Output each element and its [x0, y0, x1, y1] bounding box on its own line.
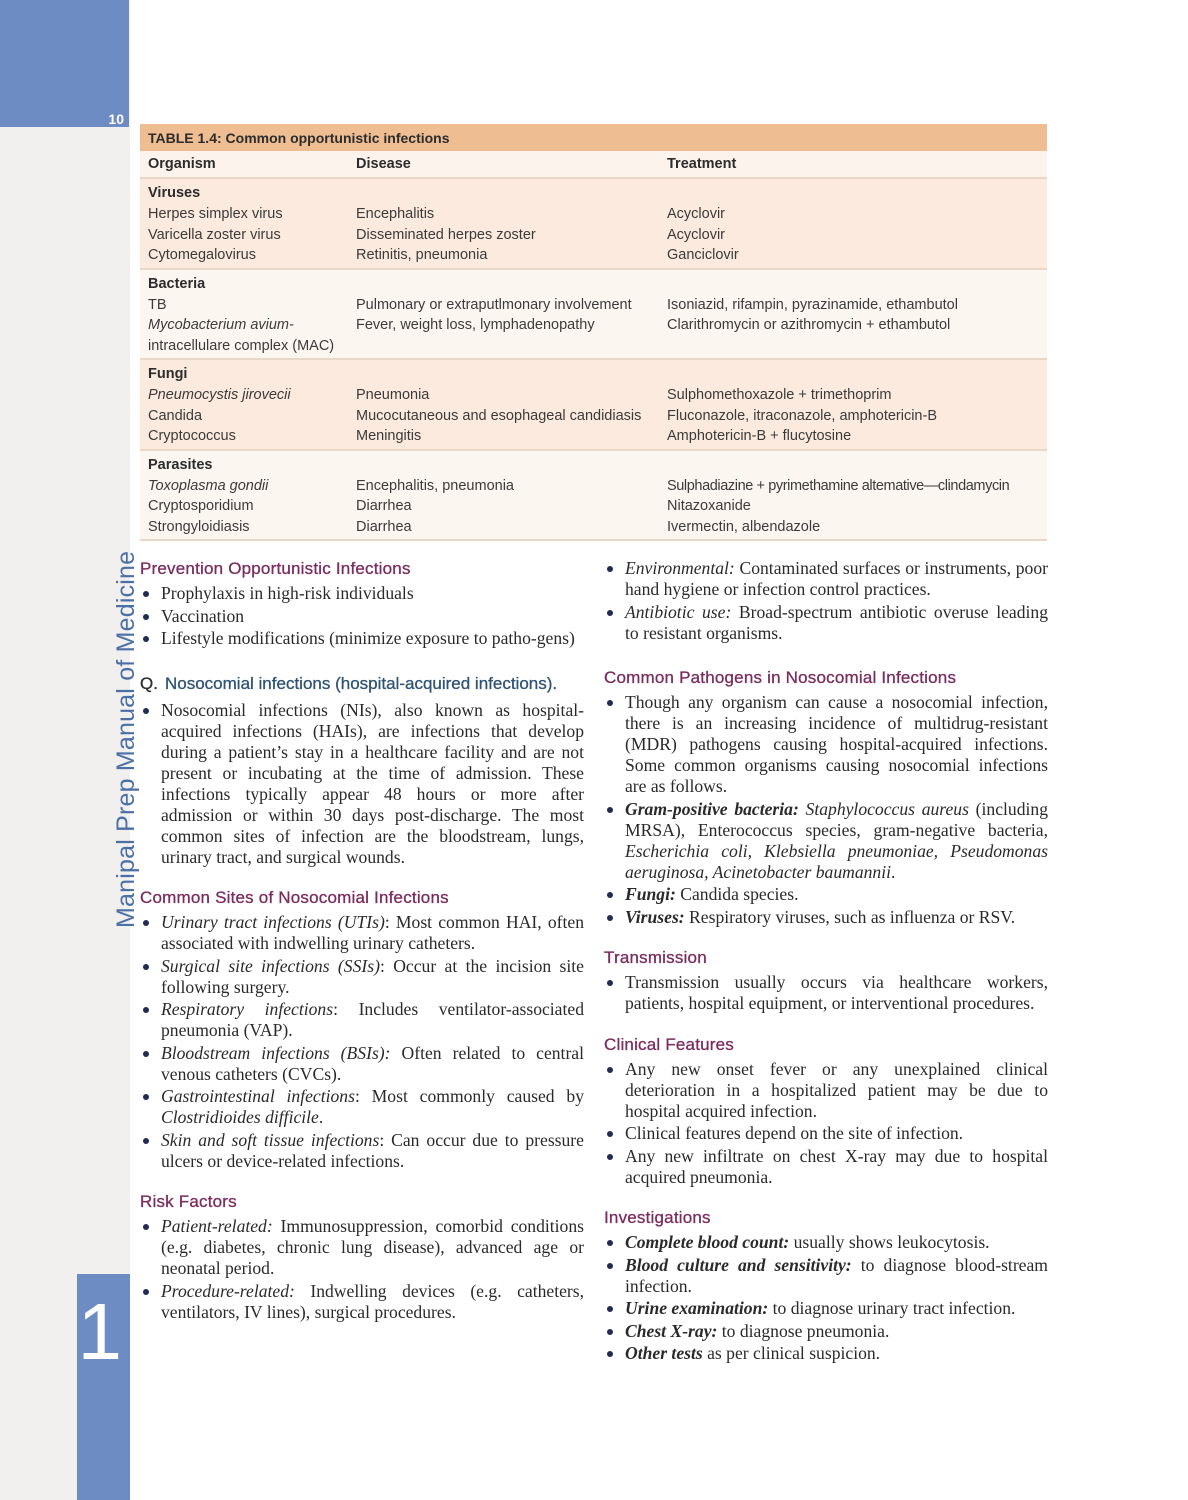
header-organism: Organism: [148, 156, 216, 172]
term: Fungi:: [625, 884, 676, 904]
term: Viruses:: [625, 906, 685, 927]
cell-organism: Varicella zoster virus: [148, 226, 281, 243]
section-heading-risk-factors: Risk Factors: [140, 1192, 237, 1211]
cell-disease: Diarrhea: [356, 518, 412, 535]
cell-organism: Pneumocystis jirovecii: [148, 387, 291, 403]
description: Indwelling devices (e.g. catheters, ventilators, IV lines), surgical procedures.: [161, 1280, 584, 1322]
cell-disease: Encephalitis, pneumonia: [356, 477, 514, 494]
question-mark-label: Q.: [140, 673, 158, 693]
list-item: Lifestyle modifications (minimize exposure to patho-gens): [140, 628, 584, 649]
term: Procedure-related:: [161, 1280, 295, 1301]
section-heading-sites: Common Sites of Nosocomial Infections: [140, 888, 449, 907]
description: Immunosuppression, comorbid conditions (e.g. diabetes, chronic lung disease), advanced age or neonatal period.: [161, 1216, 584, 1278]
table-caption: TABLE 1.4: Common opportunistic infections: [140, 124, 1047, 151]
list-item: [140, 1130, 584, 1172]
cell-disease: Diarrhea: [356, 498, 412, 514]
list-item: [140, 956, 584, 998]
description: to diagnose pneumonia.: [717, 1320, 890, 1341]
investigations-list: [604, 1232, 1048, 1364]
list-item: [604, 1232, 1048, 1253]
table-row: [140, 385, 1047, 406]
list-item: [604, 602, 1048, 644]
list-item: [140, 912, 584, 954]
cell-treatment: Amphotericin-B + flucytosine: [667, 428, 852, 444]
cell-disease: Retinitis, pneumonia: [356, 247, 488, 263]
cell-organism: Cryptococcus: [148, 428, 236, 444]
left-column: [140, 558, 584, 1324]
description: to diagnose blood-stream infection.: [625, 1254, 1048, 1296]
list-item: [604, 1298, 1048, 1319]
cell-organism: Cytomegalovirus: [148, 247, 256, 263]
list-item: [604, 1255, 1048, 1297]
cell-treatment: Ivermectin, albendazole: [667, 518, 821, 535]
page-number: 10: [108, 111, 124, 127]
description: : Occur at the incision site following surgery.: [161, 955, 584, 997]
table-row: [140, 517, 1047, 538]
clinical-list: [604, 1059, 1048, 1188]
term: Skin and soft tissue infections: [161, 1129, 380, 1150]
cell-treatment: Acyclovir: [667, 206, 726, 222]
prevention-list: [140, 583, 584, 649]
table-row: [140, 315, 1047, 356]
transmission-list: [604, 972, 1048, 1014]
cell-organism: TB: [148, 296, 167, 313]
group-label: Bacteria: [148, 275, 206, 292]
sites-list: [140, 912, 584, 1172]
cell-disease: Pneumonia: [356, 387, 430, 403]
term: Patient-related:: [161, 1216, 273, 1236]
question-answer-list: [140, 700, 584, 868]
page-number-tab: [0, 0, 129, 127]
organism-name: Staphylococcus aureus: [805, 798, 969, 819]
table-header-row: [140, 151, 1047, 179]
table-row: [140, 245, 1047, 266]
section-heading-investigations: Investigations: [604, 1208, 711, 1227]
cell-organism: Cryptosporidium: [148, 498, 254, 514]
table-group-parasites: [140, 451, 1047, 542]
punctuation: .: [318, 1107, 324, 1127]
description: Broad-spectrum antibiotic overuse leading to resistant organisms.: [625, 601, 1048, 643]
punctuation: .: [891, 861, 896, 882]
list-item: [604, 558, 1048, 600]
cell-disease: Encephalitis: [356, 206, 435, 222]
description: as per clinical suspicion.: [702, 1343, 881, 1363]
description: Contaminated surfaces or instruments, poor hand hygiene or infection control practices.: [625, 558, 1048, 599]
description: : Most common HAI, often associated with indwelling urinary catheters.: [161, 912, 585, 953]
list-item: Though any organism can cause a nosocomial infection, there is an increasing incidence of multidrug-resistant (MDR) pathogens causing hospital-acquired infections. Some common organisms causing nosocomial infections are as follows.: [604, 692, 1048, 797]
question-heading: [140, 673, 584, 694]
section-heading-prevention: Prevention Opportunistic Infections: [140, 559, 411, 578]
table-row: [140, 295, 1047, 316]
cell-treatment: Acyclovir: [667, 226, 726, 243]
table-row: [140, 476, 1047, 497]
cell-organism: Candida: [148, 407, 203, 424]
description: : Includes ventilator-associated pneumonia (VAP).: [161, 999, 584, 1040]
list-item: Transmission usually occurs via healthcare workers, patients, hospital equipment, or interventional procedures.: [604, 972, 1048, 1014]
cell-treatment: Isoniazid, rifampin, pyrazinamide, ethambutol: [667, 296, 958, 313]
term: Urine examination:: [625, 1298, 769, 1318]
list-item: [604, 1321, 1048, 1342]
list-item: [140, 1216, 584, 1279]
risk-list-continued: [604, 558, 1048, 644]
table-row: [140, 496, 1047, 517]
description: (including MRSA), Enterococcus species, gram-negative bacteria,: [625, 798, 1048, 840]
term: Bloodstream infections (BSIs):: [161, 1042, 391, 1063]
cell-organism: Strongyloidiasis: [148, 518, 250, 535]
description: : Can occur due to pressure ulcers or device-related infections.: [161, 1129, 584, 1171]
chapter-number: 1: [77, 1287, 122, 1376]
organism-name-italic: Mycobacterium avium-: [148, 317, 294, 333]
cell-organism: Herpes simplex virus: [148, 206, 283, 222]
term: Environmental:: [625, 558, 735, 578]
list-item: [140, 1086, 584, 1128]
term: Urinary tract infections (UTIs): [161, 912, 385, 932]
term: Complete blood count:: [625, 1232, 790, 1252]
table-group-bacteria: [140, 270, 1047, 361]
description: Often related to central venous catheters (CVCs).: [161, 1042, 584, 1084]
description: Respiratory viruses, such as influenza or RSV.: [684, 906, 1016, 927]
list-item: [140, 1043, 584, 1085]
term: Antibiotic use:: [625, 601, 732, 622]
header-treatment: Treatment: [667, 156, 737, 172]
question-text: Nosocomial infections (hospital-acquired infections).: [165, 673, 558, 693]
table-group-viruses: [140, 179, 1047, 270]
description: to diagnose urinary tract infection.: [768, 1298, 1016, 1318]
term: Respiratory infections: [161, 999, 334, 1019]
section-heading-transmission: Transmission: [604, 948, 707, 967]
cell-disease: Meningitis: [356, 428, 422, 444]
pathogens-list: [604, 692, 1048, 928]
list-item: [604, 1343, 1048, 1364]
table-row: [140, 204, 1047, 225]
list-item: [604, 907, 1048, 928]
group-label: Fungi: [148, 366, 188, 382]
term: Chest X-ray:: [625, 1320, 718, 1341]
section-heading-pathogens: Common Pathogens in Nosocomial Infections: [604, 668, 957, 687]
term: Blood culture and sensitivity:: [625, 1254, 852, 1275]
list-item: Clinical features depend on the site of infection.: [604, 1123, 1048, 1144]
cell-treatment: Clarithromycin or azithromycin + ethambutol: [667, 317, 951, 333]
description: usually shows leukocytosis.: [789, 1232, 990, 1252]
description: Candida species.: [675, 884, 799, 904]
description: : Most commonly caused by: [354, 1086, 585, 1106]
list-item: Any new onset fever or any unexplained clinical deterioration in a hospitalized patient may be due to hospital acquired infection.: [604, 1059, 1048, 1122]
cell-disease: Mucocutaneous and esophageal candidiasis: [356, 407, 642, 424]
chapter-tab: [77, 1274, 130, 1500]
opportunistic-infections-table: [140, 124, 1047, 541]
cell-disease: Pulmonary or extraputlmonary involvement: [356, 296, 632, 313]
risk-list: [140, 1216, 584, 1323]
term: Other tests: [625, 1343, 703, 1363]
term: Gram-positive bacteria:: [625, 798, 799, 819]
list-item: Prophylaxis in high-risk individuals: [140, 583, 584, 604]
list-item: Any new infiltrate on chest X-ray may due to hospital acquired pneumonia.: [604, 1146, 1048, 1188]
cell-treatment: Ganciclovir: [667, 247, 739, 263]
cell-treatment: Sulphomethoxazole + trimethoprim: [667, 387, 892, 403]
term: Gastrointestinal infections: [161, 1086, 355, 1106]
organism-names: Escherichia coli, Klebsiella pneumoniae, Pseudomonas aeruginosa, Acinetobacter baumannii: [625, 840, 1048, 882]
section-heading-clinical-features: Clinical Features: [604, 1034, 735, 1054]
table-row: [140, 426, 1047, 447]
right-column: [604, 558, 1048, 1366]
table-row: [140, 406, 1047, 427]
cell-organism: Toxoplasma gondii: [148, 477, 269, 494]
running-book-title: Manipal Prep Manual of Medicine: [112, 550, 140, 928]
list-item: [140, 1281, 584, 1323]
term: Surgical site infections (SSIs): [161, 955, 380, 976]
organism-name-cont: intracellulare complex (MAC): [148, 337, 335, 354]
cell-treatment: Sulphadiazine + pyrimethamine altemative—clindamycin: [667, 477, 1010, 494]
list-item: Vaccination: [140, 606, 584, 627]
table-row: [140, 225, 1047, 246]
list-item: [604, 799, 1048, 883]
header-disease: Disease: [356, 156, 411, 172]
group-label: Viruses: [148, 185, 201, 201]
group-label: Parasites: [148, 456, 213, 473]
table-group-fungi: [140, 360, 1047, 451]
cell-treatment: Nitazoxanide: [667, 498, 751, 514]
list-item: [604, 884, 1048, 905]
cell-organism: [140, 315, 356, 356]
cell-treatment: Fluconazole, itraconazole, amphotericin-B: [667, 407, 937, 424]
list-item: [140, 999, 584, 1041]
list-item: Nosocomial infections (NIs), also known as hospital-acquired infections (HAIs), are infections that develop during a patient’s stay in a healthcare facility and are not present or incubating at the time of admission. These infections typically appear 48 hours or more after admission or within 30 days post-discharge. The most common sites of infection are the bloodstream, lungs, urinary tract, and surgical wounds.: [140, 700, 584, 868]
cell-disease: Fever, weight loss, lymphadenopathy: [356, 317, 595, 333]
organism-name: Clostridioides difficile: [161, 1107, 319, 1127]
cell-disease: Disseminated herpes zoster: [356, 226, 536, 243]
